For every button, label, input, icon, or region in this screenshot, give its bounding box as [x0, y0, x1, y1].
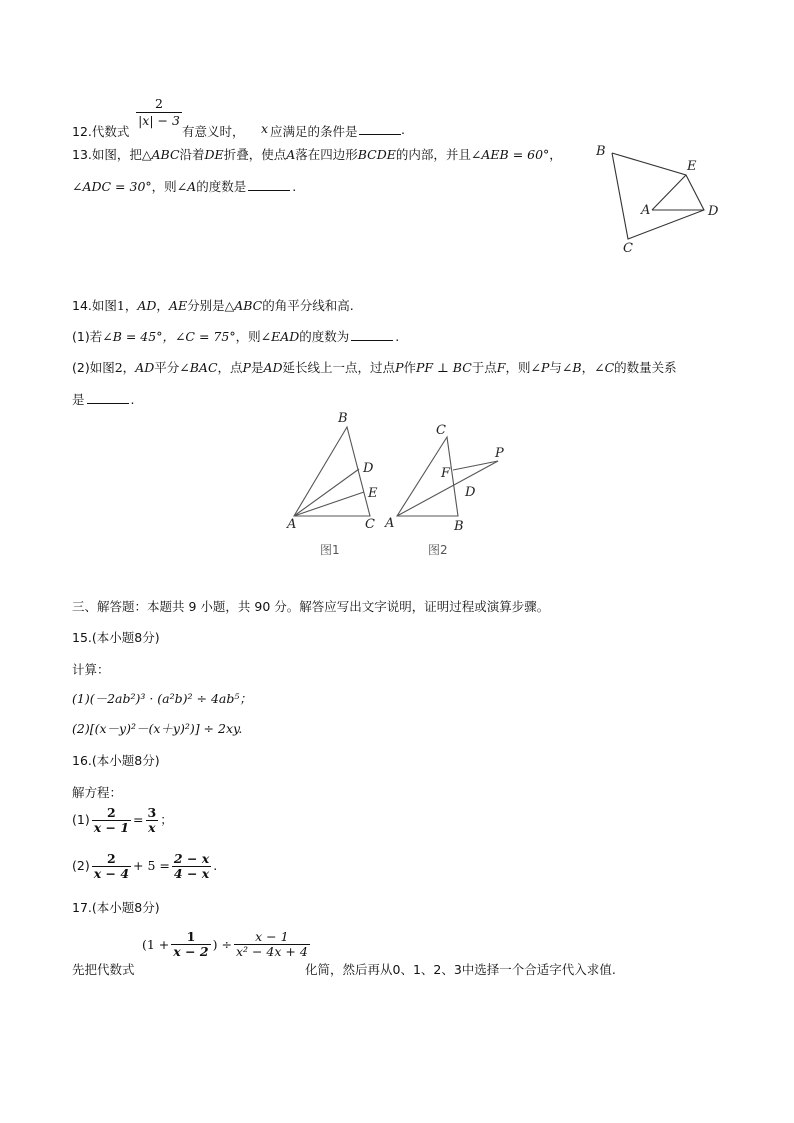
- q14-figures: [280, 405, 520, 565]
- q16-eq2-plus: + 5 =: [133, 858, 170, 873]
- q14-p2-end: .: [130, 392, 135, 407]
- q17-inner-den: x − 2: [173, 944, 209, 959]
- q12-post: 应满足的条件是: [270, 124, 358, 139]
- q14-p2-num: 2: [114, 360, 123, 375]
- q14-p2-fpt: F: [496, 360, 506, 375]
- q13-label-e: E: [687, 159, 697, 174]
- q14-p1-angles: ∠B = 45°，∠C = 75°: [102, 329, 236, 344]
- fig1-ad: [294, 469, 359, 516]
- q14-p1-a: (1)若: [72, 329, 103, 344]
- q17-outer-den: x² − 4x + 4: [235, 944, 308, 959]
- fig1-label-c: C: [365, 517, 375, 532]
- q16-eq1-end: ；: [160, 812, 173, 827]
- q16-eq1-right-num: 3: [147, 805, 157, 820]
- q16-eq1: [72, 806, 173, 835]
- fig2-label-c: C: [436, 423, 446, 438]
- q16-eq1-label: (1): [72, 812, 90, 827]
- q12-end: .: [401, 122, 405, 137]
- q17-outer-num: x − 1: [255, 929, 289, 944]
- fig2-label-a: A: [385, 516, 395, 531]
- q16-eq1-right-den: x: [146, 820, 159, 835]
- q15-instr: 计算：: [72, 662, 110, 677]
- q14-num: 1: [116, 298, 125, 313]
- q14-p2-c: 平分: [154, 360, 180, 375]
- fig1-ae: [294, 492, 364, 516]
- q14-p2-angleb: ∠B: [561, 360, 582, 375]
- q14-p1-end: .: [395, 329, 400, 344]
- q17-paren-close: ) ÷: [212, 937, 232, 952]
- q14-text-e: 的角平分线和高.: [262, 298, 354, 313]
- q14-ad: AD: [137, 298, 157, 313]
- q16-eq2-left-den: x − 4: [93, 866, 130, 881]
- q14-ae: AE: [168, 298, 188, 313]
- q14-comma1: ，: [124, 298, 138, 313]
- q14-intro: [72, 296, 354, 314]
- q12-fraction: [136, 96, 182, 129]
- q14-part2: [72, 358, 677, 376]
- q17-inner-num: 1: [186, 929, 196, 944]
- q13-figure: [590, 140, 730, 260]
- q14-p2-f: 延长线上一点，过点: [282, 360, 396, 375]
- q13-aeb: ∠AEB = 60°: [470, 147, 550, 162]
- q14-p2-a: (2)如图: [72, 360, 115, 375]
- q13-text-f: ，: [549, 147, 562, 162]
- q13-end: .: [292, 179, 297, 194]
- q13-adc: ∠ADC = 30°: [72, 179, 152, 194]
- q14-p2-l: 的数量关系: [614, 360, 677, 375]
- q15-expr1: (1)(－2ab²)³ · (a²b)² ÷ 4ab⁵；: [72, 691, 252, 706]
- fig1-label-e: E: [368, 486, 378, 501]
- q14-p2-i: ，则: [505, 360, 531, 375]
- q16-instr: 解方程：: [72, 785, 123, 800]
- q14-p2-h: 于点: [471, 360, 497, 375]
- q14-p2-g: 作: [403, 360, 416, 375]
- q15-title: 15.(本小题8分): [72, 630, 160, 645]
- q14-comma2: ，: [156, 298, 169, 313]
- q14-p1-c: ，则: [235, 329, 261, 344]
- q12-denominator: |x| − 3: [136, 112, 182, 129]
- fig2-caption: 图2: [428, 543, 448, 557]
- q16-eq1-left-num: 2: [107, 805, 116, 820]
- q17-post: 化简，然后再从0、1、2、3中选择一个合适字代入求值.: [305, 962, 616, 977]
- q17-pre: 先把代数式: [72, 962, 135, 977]
- q13-a: A: [286, 147, 296, 162]
- q12-answer-blank[interactable]: [359, 124, 401, 135]
- q16-eq2-right-den: 4 − x: [173, 866, 210, 881]
- q16-eq2-left-num: 2: [107, 851, 116, 866]
- fig1-label-a: A: [287, 517, 297, 532]
- q13-answer-blank[interactable]: [248, 180, 290, 191]
- q14-text-d: 分别是: [187, 298, 225, 313]
- fig2-label-f: F: [441, 466, 451, 481]
- q13-angle-a: ∠A: [176, 179, 197, 194]
- fig1-label-d: D: [363, 461, 374, 476]
- q14-p2-anglep: ∠P: [530, 360, 550, 375]
- q14-p2-b: ，: [122, 360, 136, 375]
- q13-label-d: D: [708, 204, 719, 219]
- q13-text-d: 落在四边形: [295, 147, 358, 162]
- q12-prefix: 12.代数式: [72, 124, 130, 139]
- q16-title: 16.(本小题8分): [72, 753, 160, 768]
- q16-eq2-left: [92, 852, 131, 881]
- fig2-label-d: D: [465, 485, 476, 500]
- q16-eq2-end: .: [213, 858, 218, 873]
- fig1-caption: 图1: [320, 543, 340, 557]
- q16-eq1-left-den: x − 1: [93, 820, 130, 835]
- q13-bcde: BCDE: [357, 147, 396, 162]
- q13-text-e: 的内部，并且: [395, 147, 471, 162]
- q13-text-a: 13.如图，把: [72, 147, 142, 162]
- q14-text-a: 14.如图: [72, 298, 117, 313]
- q14-p2-m: 是: [72, 392, 85, 407]
- fig1-label-b: B: [338, 411, 348, 426]
- q13-de: DE: [204, 147, 224, 162]
- q14-part1: [72, 327, 399, 345]
- q14-tri: △ABC: [224, 298, 263, 313]
- q13-label-a: A: [641, 203, 651, 218]
- q17-outer-frac: [234, 930, 310, 959]
- q13-text-h: 的度数是: [196, 179, 247, 194]
- q14-p1-ead: ∠EAD: [260, 329, 300, 344]
- q12-numerator: 2: [155, 96, 163, 111]
- q12-mid: 有意义时，: [182, 124, 245, 139]
- q13-line2: [72, 177, 296, 195]
- q14-p2-bac: ∠BAC: [179, 360, 218, 375]
- q17-expr: [142, 930, 312, 959]
- q16-eq1-left: [92, 806, 131, 835]
- section3-heading: 三、解答题：本题共 9 小题，共 90 分。解答应写出文字说明，证明过程或演算步骤。: [72, 599, 550, 614]
- q14-p2-anglec: ∠C: [594, 360, 615, 375]
- q14-p2-ad: AD: [135, 360, 155, 375]
- q16-eq2-label: (2): [72, 858, 90, 873]
- q17-title: 17.(本小题8分): [72, 900, 160, 915]
- q14-p2-d: ，点: [217, 360, 243, 375]
- q17-inner-frac: [171, 930, 210, 959]
- q16-eq1-eq: =: [133, 812, 144, 827]
- q13-fig-ae: [652, 175, 686, 210]
- q13-text-c: 折叠，使点: [223, 147, 287, 162]
- q16-eq2: [72, 852, 217, 881]
- fig2-label-b: B: [454, 519, 464, 534]
- q14-p2-pf: PF ⊥ BC: [416, 360, 472, 375]
- q13-text-b: 沿着: [179, 147, 205, 162]
- q14-p2-j: 与: [549, 360, 562, 375]
- q13-label-c: C: [623, 241, 633, 256]
- q14-p2-p2: P: [395, 360, 404, 375]
- q14-p2-answer-blank[interactable]: [87, 393, 129, 404]
- q17-paren-open: (1 +: [142, 937, 170, 952]
- q13-line1: [72, 145, 562, 163]
- q14-p1-e: 的度数为: [299, 329, 350, 344]
- q13-tri: △ABC: [141, 147, 180, 162]
- q14-p1-answer-blank[interactable]: [351, 330, 393, 341]
- q12-var: x: [261, 121, 269, 136]
- q14-part2-cont: [72, 390, 135, 408]
- q16-eq2-right: [172, 852, 211, 881]
- fig2-pf: [453, 461, 498, 470]
- q13-text-g: ，则: [151, 179, 177, 194]
- q13-label-b: B: [596, 144, 606, 159]
- q16-eq2-right-num: 2 − x: [173, 851, 210, 866]
- q15-expr2: (2)[(x－y)²－(x＋y)²)] ÷ 2xy.: [72, 721, 243, 736]
- q14-p2-ad2: AD: [263, 360, 283, 375]
- fig2-label-p: P: [495, 446, 504, 461]
- q16-eq1-right: [146, 806, 159, 835]
- q14-p2-p: P: [242, 360, 251, 375]
- q14-p2-k: ，: [581, 360, 595, 375]
- q14-p2-e: 是: [250, 360, 264, 375]
